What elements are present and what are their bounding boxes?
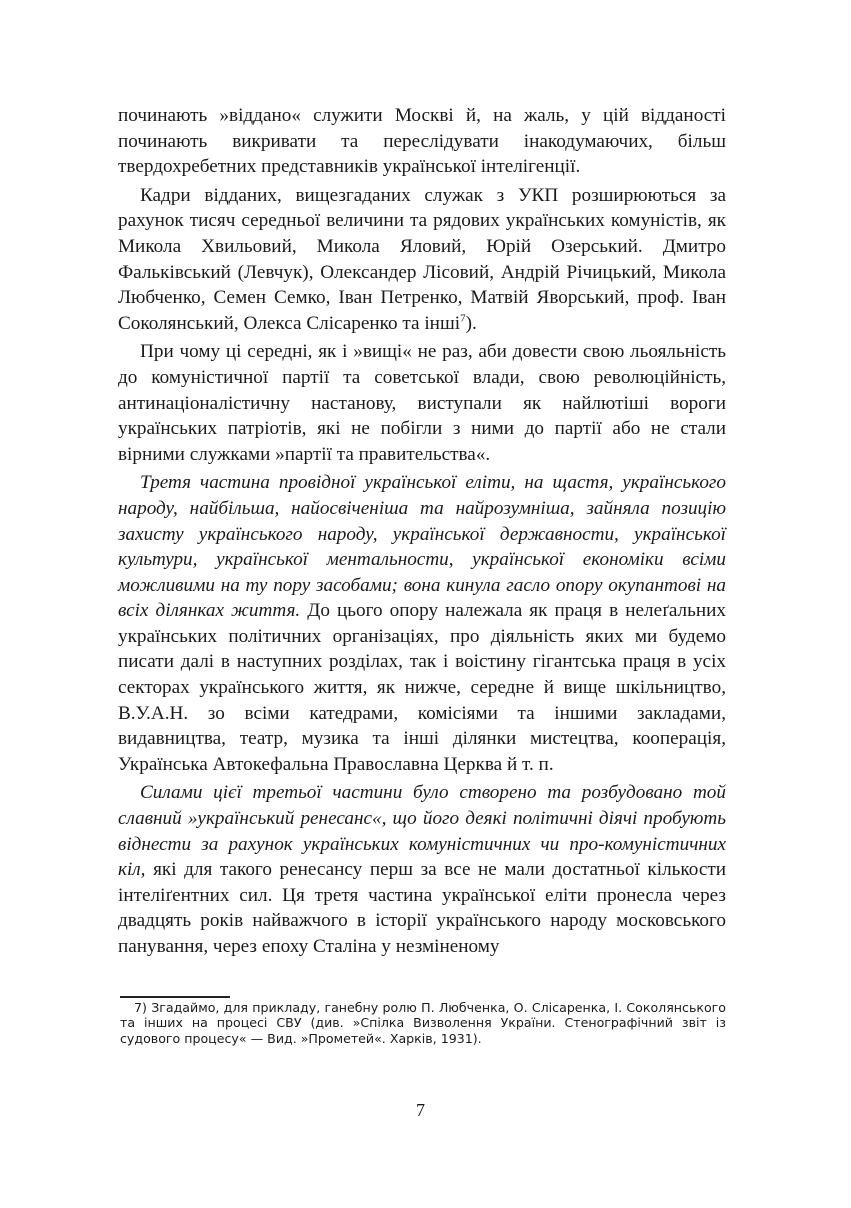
body-text: починають »віддано« служити Москві й, на жаль, у цій відданості починають викривати та переслідувати інакодумаючих, більш твердохребетних представників української інтелігенції. [118, 105, 726, 178]
body-text: До цього опору належала як праця в нелеґальних українських політичних організаціях, про діяльність яких ми будемо писати далі в наступних розділах, так і воістину гігантська праця в усіх секторах українського життя, як нижче, середне й вище шкільництво, В.У.А.Н. зо всіми катедрами, комісіями та іншими закладами, видавництва, театр, музика та інші ділянки мистецтва, кооперація, Українська Автокефальна Православна Церква й т. п. [118, 600, 726, 775]
paragraph [118, 780, 726, 959]
footnote-reference: 7 [460, 312, 466, 325]
page-body [118, 103, 726, 963]
body-text: Кадри відданих, вищезгаданих служак з УКП розширюються за рахунок тисяч середньої величини та рядових українських комуністів, як Микола Хвильовий, Микола Яловий, Юрій Озерський. Дмитро Фальківський (Левчук), Олександер Лісовий, Андрій Річицький, Микола Любченко, Семен Семко, Іван Петренко, Матвій Яворський, проф. Іван Соколянський, Олекса Слісаренко та інші [118, 184, 726, 334]
emphasized-text: Силами цієї третьої частини було створено та розбудовано той славний »український ренесанс«, що його деякі політичні діячі пробують віднести за рахунок українських комуністичних чи про-комуністичних кіл, [118, 782, 726, 881]
paragraph [118, 470, 726, 777]
footnote [120, 1000, 726, 1046]
paragraph [118, 339, 726, 467]
body-text: При чому ці середні, як і »вищі« не раз, аби довести свою льояльність до комуністичної партії та советської влади, свою революційність, антинаціоналістичну настанову, виступали як найлютіші вороги українських патріотів, які не побігли з ними до партії або не стали вірними служками »партії та правительства«. [118, 341, 726, 465]
paragraph [118, 183, 726, 337]
body-text: які для такого ренесансу перш за все не мали достатньої кількости інтеліґентних сил. Ця третя частина української еліти пронесла через двадцять років найважчого в історії українського народу московського панування, через епоху Сталіна у незміненому [118, 859, 726, 957]
footnote-marker: 7) [134, 1000, 147, 1015]
body-text: ). [465, 312, 477, 334]
emphasized-text: Третя частина провідної української еліти, на щастя, українського народу, найбільша, найосвіченіша та найрозумніша, зайняла позицію захисту українського народу, української державности, української культури, української ментальности, української економіки всіми можливими на ту пору засобами; вона кинула гасло опору окупантові на всіх ділянках життя. [118, 472, 726, 622]
page-number: 7 [416, 1100, 425, 1120]
footnote-divider [120, 996, 230, 998]
paragraph [118, 103, 726, 180]
footnote-text: Згадаймо, для прикладу, ганебну ролю П. Любченка, О. Слісаренка, І. Соколянського та інших на процесі СВУ (див. »Спілка Визволення України. Стенографічний звіт із судового процесу« — Вид. »Прометей«. Харків, 1931). [120, 1000, 726, 1046]
